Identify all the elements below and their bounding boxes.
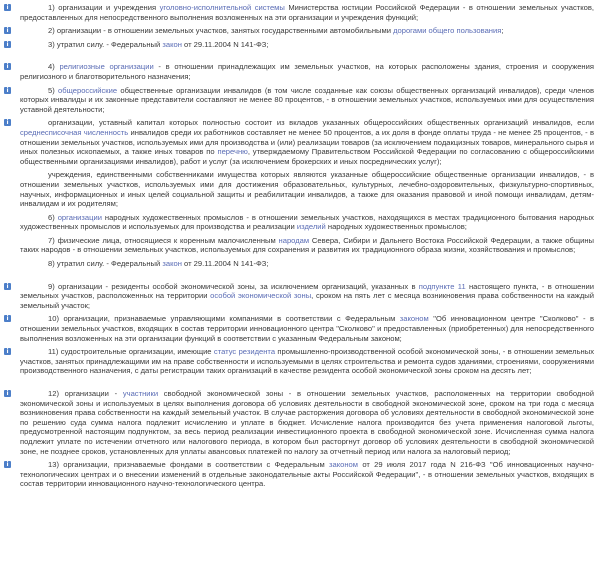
info-icon[interactable]: i [4, 283, 11, 290]
paragraph-text: народных художественных промыслов; [325, 222, 467, 232]
info-icon[interactable]: i [4, 27, 11, 34]
paragraph [6, 389, 594, 456]
paragraph [6, 26, 594, 36]
reference-link[interactable]: народам [278, 235, 310, 245]
reference-link[interactable]: среднесписочная численность [20, 127, 129, 137]
paragraph-text: 13) организации, признаваемые фондами в соответствии с Федеральным [48, 460, 330, 470]
paragraph [6, 314, 594, 343]
paragraph-text: от 29.11.2004 N 141-ФЗ; [181, 259, 269, 269]
paragraph-text: промышленно-производственной особой экономической зоны, - в отношении земельных участков, занятых принадлежащими им на праве собственности и используемыми в целях строительства и ремонта судов зданиями, строениями, сооружениями производственного назначения, с даты регистрации таких организаций в качестве резидента особой экономической зоны сроком на десять лет; [20, 347, 594, 376]
reference-link[interactable]: религиозные организации [59, 62, 154, 72]
paragraph [20, 259, 594, 269]
paragraph-text: 9) организации - резиденты особой экономической зоны, за исключением организаций, указанных в [48, 281, 419, 291]
paragraph-text: 6) [48, 212, 58, 222]
reference-link[interactable]: подпункте 11 [418, 281, 466, 291]
paragraph [20, 213, 594, 232]
reference-link[interactable]: изделий [296, 222, 326, 232]
info-icon[interactable]: i [4, 119, 11, 126]
paragraph [6, 347, 594, 376]
info-icon[interactable]: i [4, 461, 11, 468]
reference-link[interactable]: статус резидента [213, 347, 276, 357]
reference-link[interactable]: организации [57, 212, 102, 222]
paragraph-text: от 29.11.2004 N 141-ФЗ; [181, 39, 269, 49]
paragraph [6, 62, 594, 81]
paragraph-text: 12) организации - [48, 389, 123, 398]
reference-link[interactable]: законом [329, 460, 359, 470]
reference-link[interactable]: участники [122, 389, 159, 398]
paragraph-text: 3) утратил силу. - Федеральный [48, 39, 163, 49]
paragraph-text: настоящего пункта, - в отношении земельных участков, расположенных на территории [20, 281, 594, 301]
paragraph-text: народных художественных промыслов - в отношении земельных участков, находящихся в местах традиционного бытования народных художественных промыслов и используемых для производства и реализации [20, 212, 594, 232]
paragraph-text: - в отношении принадлежащих им земельных участков, на которых расположены здания, строения и сооружения религиозного и благотворительного назначения; [20, 62, 594, 81]
paragraph-text: 2) организации - в отношении земельных участков, занятых государственными автомобильными [48, 26, 394, 36]
info-icon[interactable]: i [4, 63, 11, 70]
reference-link[interactable]: дорогами общего пользования [393, 26, 502, 36]
reference-link[interactable]: общероссийские [58, 85, 118, 95]
paragraph-text: "Об инновационном центре "Сколково" - в отношении земельных участков, входящих в состав территории инновационного центра "Сколково" и предоставленных (приобретенных) для непосредственного выполнения возложенных на эти организации функций в соответствии с указанным Федеральным законом; [20, 314, 594, 343]
paragraph [6, 118, 595, 166]
paragraph-text: Министерства юстиции Российской Федерации - в отношении земельных участков, предоставленных для непосредственного выполнения возложенных на эти организации и учреждения функций; [20, 3, 594, 22]
paragraph-text: , утверждаемому Правительством Российской Федерации по согласованию с общероссийскими общественными организациями инвалидов), работ и услуг (за исключением брокерских и иных посреднических услуг); [20, 147, 595, 166]
info-icon[interactable]: i [4, 348, 11, 355]
paragraph [6, 460, 594, 489]
reference-link[interactable]: закон [162, 39, 182, 49]
paragraph-text: учреждения, единственными собственниками имущества которых являются указанные общероссийские общественные организации инвалидов, - в отношении земельных участков, используемых ими для достижения образовательных, культурных, лечебно-оздоровительных, физкультурно-спортивных, научных, информационных и иных целей социальной защиты и реабилитации инвалидов, а также для оказания правовой и иной помощи инвалидам, детям-инвалидам и их родителям; [20, 170, 594, 209]
info-icon[interactable]: i [4, 41, 11, 48]
paragraph [20, 170, 594, 208]
paragraph-text: 4) [48, 62, 60, 72]
info-icon[interactable]: i [4, 87, 11, 94]
reference-link[interactable]: особой экономической зоны [210, 291, 312, 301]
info-icon[interactable]: i [4, 315, 11, 322]
reference-link[interactable]: законом [399, 314, 429, 324]
paragraph [6, 85, 594, 115]
paragraph [20, 236, 594, 255]
reference-link[interactable]: уголовно-исполнительной системы [159, 3, 285, 12]
reference-link[interactable]: перечню [217, 147, 248, 157]
paragraph-text: 5) [48, 85, 59, 95]
paragraph-text: свободной экономической зоны - в отношении земельных участков, расположенных на территории свободной экономической зоны и используемых в целях выполнения договора об условиях деятельности в свободной экономической зоне, сроком на три года с месяца возникновения права собственности на каждый земельный участок. В случае расторжения договора об условиях деятельности в свободной экономической зоне по решению суда сумма налога подлежит исчислению и уплате в бюджет. Исчисление налога производится без учета применения налоговой льготы, предусмотренной настоящим подпунктом, за весь период реализации инвестиционного проекта в свободной экономической зоне. Исчисленная сумма налога подлежит уплате по истечении отчетного или налогового периода, в котором был расторгнут договор об условиях деятельности в свободной экономической зоне, не позднее сроков, установленных для уплаты авансовых платежей по налогу за отчетный период или налога за налоговый период; [20, 389, 594, 456]
paragraph-text: инвалидов среди их работников составляет не менее 50 процентов, а их доля в фонде оплаты труда - не менее 25 процентов, - в отношении земельных участков, используемых ими для производства и (или) реализации товаров (за исключением подакцизных товаров, минерального сырья и иных полезных ископаемых, а также иных товаров по [20, 127, 594, 157]
paragraph-text: 10) организации, признаваемые управляющими компаниями в соответствии с Федеральным [48, 314, 400, 324]
paragraph [6, 39, 594, 50]
paragraph [6, 281, 594, 311]
info-icon[interactable]: i [4, 4, 11, 11]
reference-link[interactable]: закон [162, 259, 182, 269]
paragraph-text: организации, уставный капитал которых полностью состоит из вкладов указанных общероссийских общественных организаций инвалидов, если [48, 118, 594, 128]
paragraph-text: общественные организации инвалидов (в том числе созданные как союзы общественных организаций инвалидов), среди членов которых инвалиды и их законные представители составляют не менее 80 процентов, - в отношении земельных участков, используемых ими для осуществления уставной деятельности; [20, 85, 594, 114]
paragraph-text: ; [501, 26, 504, 36]
paragraph-text: от 29 июля 2017 года N 216-ФЗ "Об инновационных научно-технологических центрах и о внесении изменений в отдельные законодательные акты Российской Федерации", - в отношении земельных участков, входящих в состав территории инновационного научно-технологического центра. [20, 460, 594, 489]
paragraph-text: 7) физические лица, относящиеся к коренным малочисленным [48, 235, 279, 245]
info-icon[interactable]: i [4, 390, 11, 397]
paragraph-text: 1) организации и учреждения [48, 3, 160, 12]
paragraph-text: , сроком на пять лет с месяца возникновения права собственности на каждый земельный участок; [20, 291, 594, 310]
paragraph [6, 3, 594, 22]
paragraph-text: 8) утратил силу. - Федеральный [48, 259, 163, 269]
paragraph-text: Севера, Сибири и Дальнего Востока Российской Федерации, а также общины таких народов - в отношении земельных участков, используемых для сохранения и развития их традиционного образа жизни, хозяйствования и промыслов; [20, 235, 594, 255]
paragraph-text: 11) судостроительные организации, имеющие [48, 347, 214, 357]
